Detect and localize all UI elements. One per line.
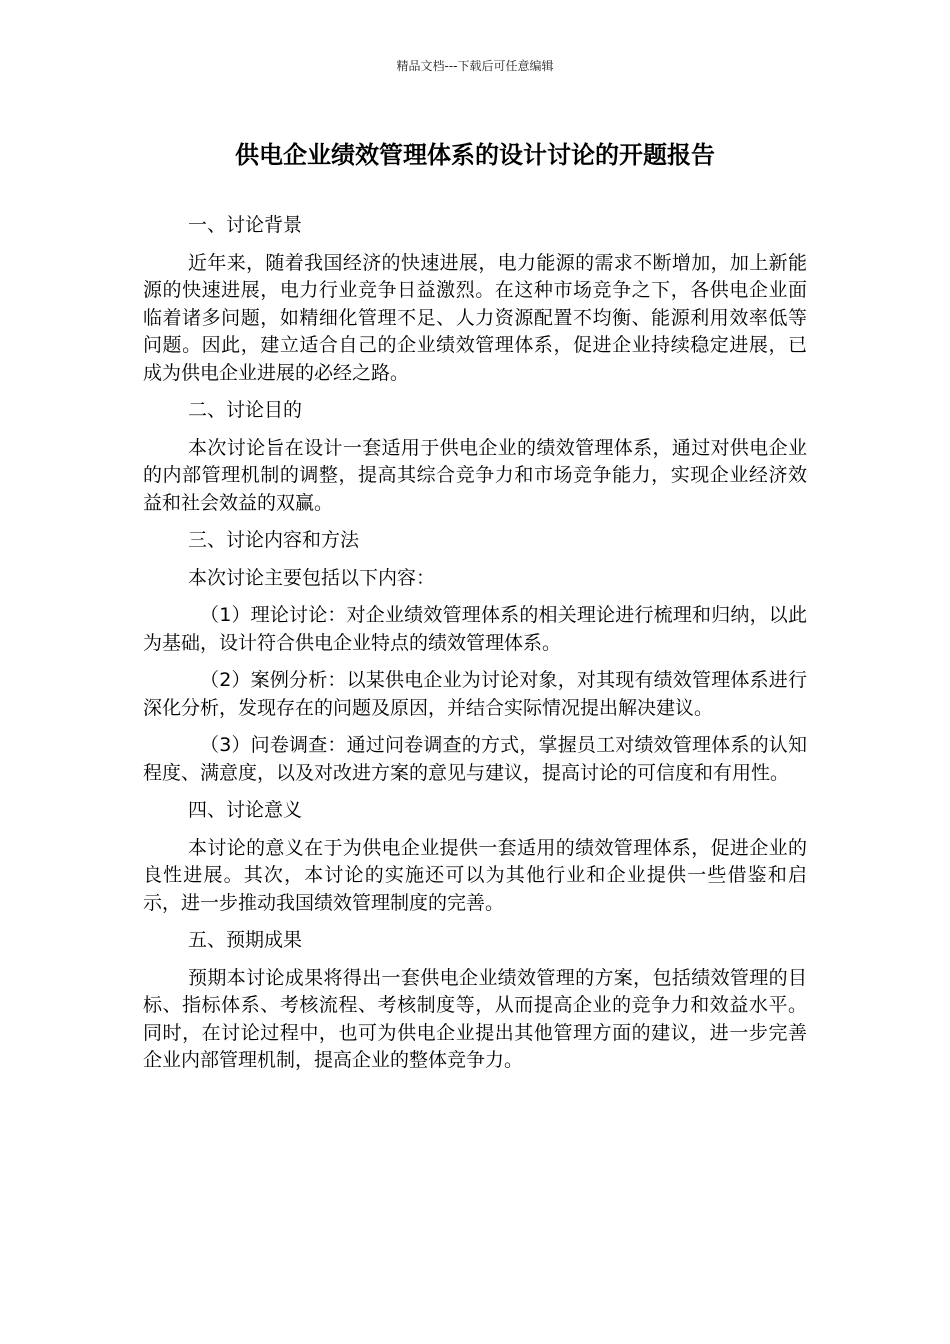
paragraph: 本讨论的意义在于为供电企业提供一套适用的绩效管理体系，促进企业的良性进展。其次，本讨论的实施还可以为其他行业和企业提供一些借鉴和启示，进一步推动我国绩效管理制度的完善。	[143, 836, 807, 914]
section-heading: 二、讨论目的	[188, 399, 303, 421]
paragraph: 预期本讨论成果将得出一套供电企业绩效管理的方案，包括绩效管理的目标、指标体系、考核流程、考核制度等，从而提高企业的竞争力和效益水平。同时，在讨论过程中，也可为供电企业提出其他管理方面的建议，进一步完善企业内部管理机制，提高企业的整体竞争力。	[143, 966, 807, 1071]
section-heading: 四、讨论意义	[188, 799, 303, 821]
list-item: （1）理论讨论：对企业绩效管理体系的相关理论进行梳理和归纳，以此为基础，设计符合供电企业特点的绩效管理体系。	[143, 604, 807, 654]
list-item: （3）问卷调查：通过问卷调查的方式，掌握员工对绩效管理体系的认知程度、满意度，以及对改进方案的意见与建议，提高讨论的可信度和有用性。	[143, 734, 807, 784]
section-content-methods	[143, 527, 807, 787]
paragraph: 本次讨论旨在设计一套适用于供电企业的绩效管理体系，通过对供电企业的内部管理机制的调整，提高其综合竞争力和市场竞争能力，实现企业经济效益和社会效益的双赢。	[143, 436, 807, 514]
document-title: 供电企业绩效管理体系的设计讨论的开题报告	[235, 141, 715, 169]
list-item: （2）案例分析：以某供电企业为讨论对象，对其现有绩效管理体系进行深化分析，发现存在的问题及原因，并结合实际情况提出解决建议。	[143, 669, 807, 719]
paragraph: 本次讨论主要包括以下内容：	[188, 566, 436, 589]
section-heading: 五、预期成果	[188, 929, 303, 951]
section-heading: 一、讨论背景	[188, 214, 303, 236]
paragraph: 近年来，随着我国经济的快速进展，电力能源的需求不断增加，加上新能源的快速进展，电力行业竞争日益激烈。在这种市场竞争之下，各供电企业面临着诸多问题，如精细化管理不足、人力资源配置不均衡、能源利用效率低等问题。因此，建立适合自己的企业绩效管理体系，促进企业持续稳定进展，已成为供电企业进展的必经之路。	[143, 251, 807, 384]
section-background	[143, 212, 807, 387]
section-expected-results	[143, 927, 807, 1075]
section-purpose	[143, 397, 807, 517]
header-note: 精品文档---下载后可任意编辑	[396, 59, 554, 73]
section-significance	[143, 797, 807, 917]
section-heading: 三、讨论内容和方法	[188, 529, 360, 551]
document-body	[143, 212, 807, 1085]
